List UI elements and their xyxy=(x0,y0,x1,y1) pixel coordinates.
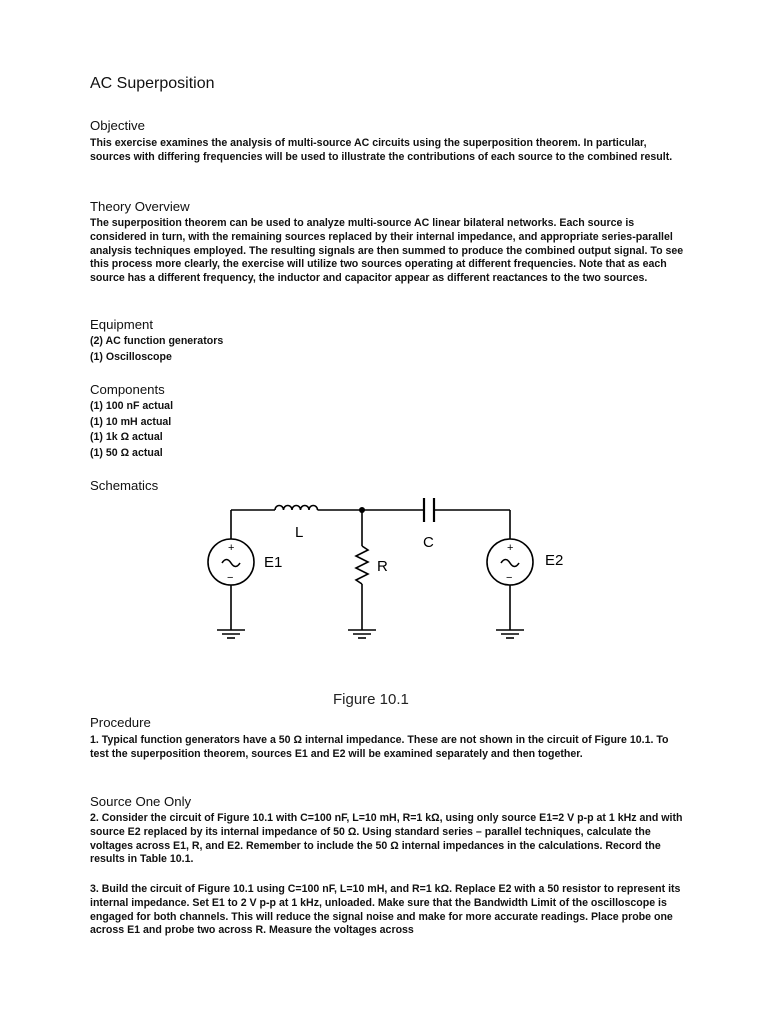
figure-caption: Figure 10.1 xyxy=(333,691,409,708)
source-e1-sine xyxy=(222,560,240,567)
junction-node xyxy=(359,507,365,513)
e2-minus-label: − xyxy=(506,572,513,584)
component-item: (1) 100 nF actual xyxy=(90,400,174,412)
component-item: (1) 50 Ω actual xyxy=(90,446,163,459)
objective-heading: Objective xyxy=(90,118,145,133)
document-title: AC Superposition xyxy=(90,75,215,92)
e2-label: E2 xyxy=(545,552,564,569)
component-item: (1) 1k Ω actual xyxy=(90,431,163,443)
source-e2-sine xyxy=(501,560,519,567)
e1-minus-label: − xyxy=(227,572,234,584)
resistor-zigzag xyxy=(356,546,368,584)
resistor-label: R xyxy=(377,558,388,575)
inductor-coil xyxy=(275,506,318,511)
component-item: (1) 10 mH actual xyxy=(90,415,172,428)
procedure-text: 1. Typical function generators have a 50 Ω internal impedance. These are not shown in the circuit of Figure 10.1. To test the superposition theorem, sources E1 and E2 will be examined separately and then together. xyxy=(90,734,669,760)
capacitor-label: C xyxy=(423,534,434,551)
objective-text: This exercise examines the analysis of multi-source AC circuits using the superposition theorem. In particular, sources with differing frequencies will be used to illustrate the contributions of each source to the combined result. xyxy=(90,137,673,163)
source-one-step-2: 2. Consider the circuit of Figure 10.1 with C=100 nF, L=10 mH, R=1 kΩ, using only source E1=2 V p-p at 1 kHz and with source E2 replaced by its internal impedance of 50 Ω. Using standard series – parallel techniques, calculate the voltages across E1, R, and E2. Remember to include the 50 Ω internal impedances in the calculations. Record the results in Table 10.1. xyxy=(90,812,683,866)
equipment-item: (2) AC function generators xyxy=(90,335,224,347)
procedure-heading: Procedure xyxy=(90,715,151,730)
components-heading: Components xyxy=(90,382,165,397)
inductor-label: L xyxy=(295,524,304,541)
theory-heading: Theory Overview xyxy=(90,199,190,214)
schematics-heading: Schematics xyxy=(90,478,159,493)
theory-text: The superposition theorem can be used to analyze multi-source AC linear bilateral networks. Each source is considered in turn, with the remaining sources replaced by their internal impedance, and appropriate series-parallel analysis techniques employed. The resulting signals are then summed to produce the combined output signal. To see this process more clearly, the exercise will utilize two sources operating at different frequencies. Note that as each source has a different frequency, the inductor and capacitor appear as different reactances to the two sources. xyxy=(90,217,684,285)
equipment-heading: Equipment xyxy=(90,317,154,332)
e1-plus-label: + xyxy=(228,542,235,554)
source-one-step-3: 3. Build the circuit of Figure 10.1 using C=100 nF, L=10 mH, and R=1 kΩ. Replace E2 with a 50 resistor to represent its internal impedance. Set E1 to 2 V p-p at 1 kHz, unloaded. Make sure that the Bandwidth Limit of the oscilloscope is engaged for both channels. This will reduce the signal noise and make for more accurate readings. Place probe one across E1 and probe two across R. Measure the voltages across xyxy=(90,883,681,937)
source-one-heading: Source One Only xyxy=(90,794,192,809)
equipment-item: (1) Oscilloscope xyxy=(90,350,172,363)
e2-plus-label: + xyxy=(507,542,514,554)
e1-label: E1 xyxy=(264,554,283,571)
